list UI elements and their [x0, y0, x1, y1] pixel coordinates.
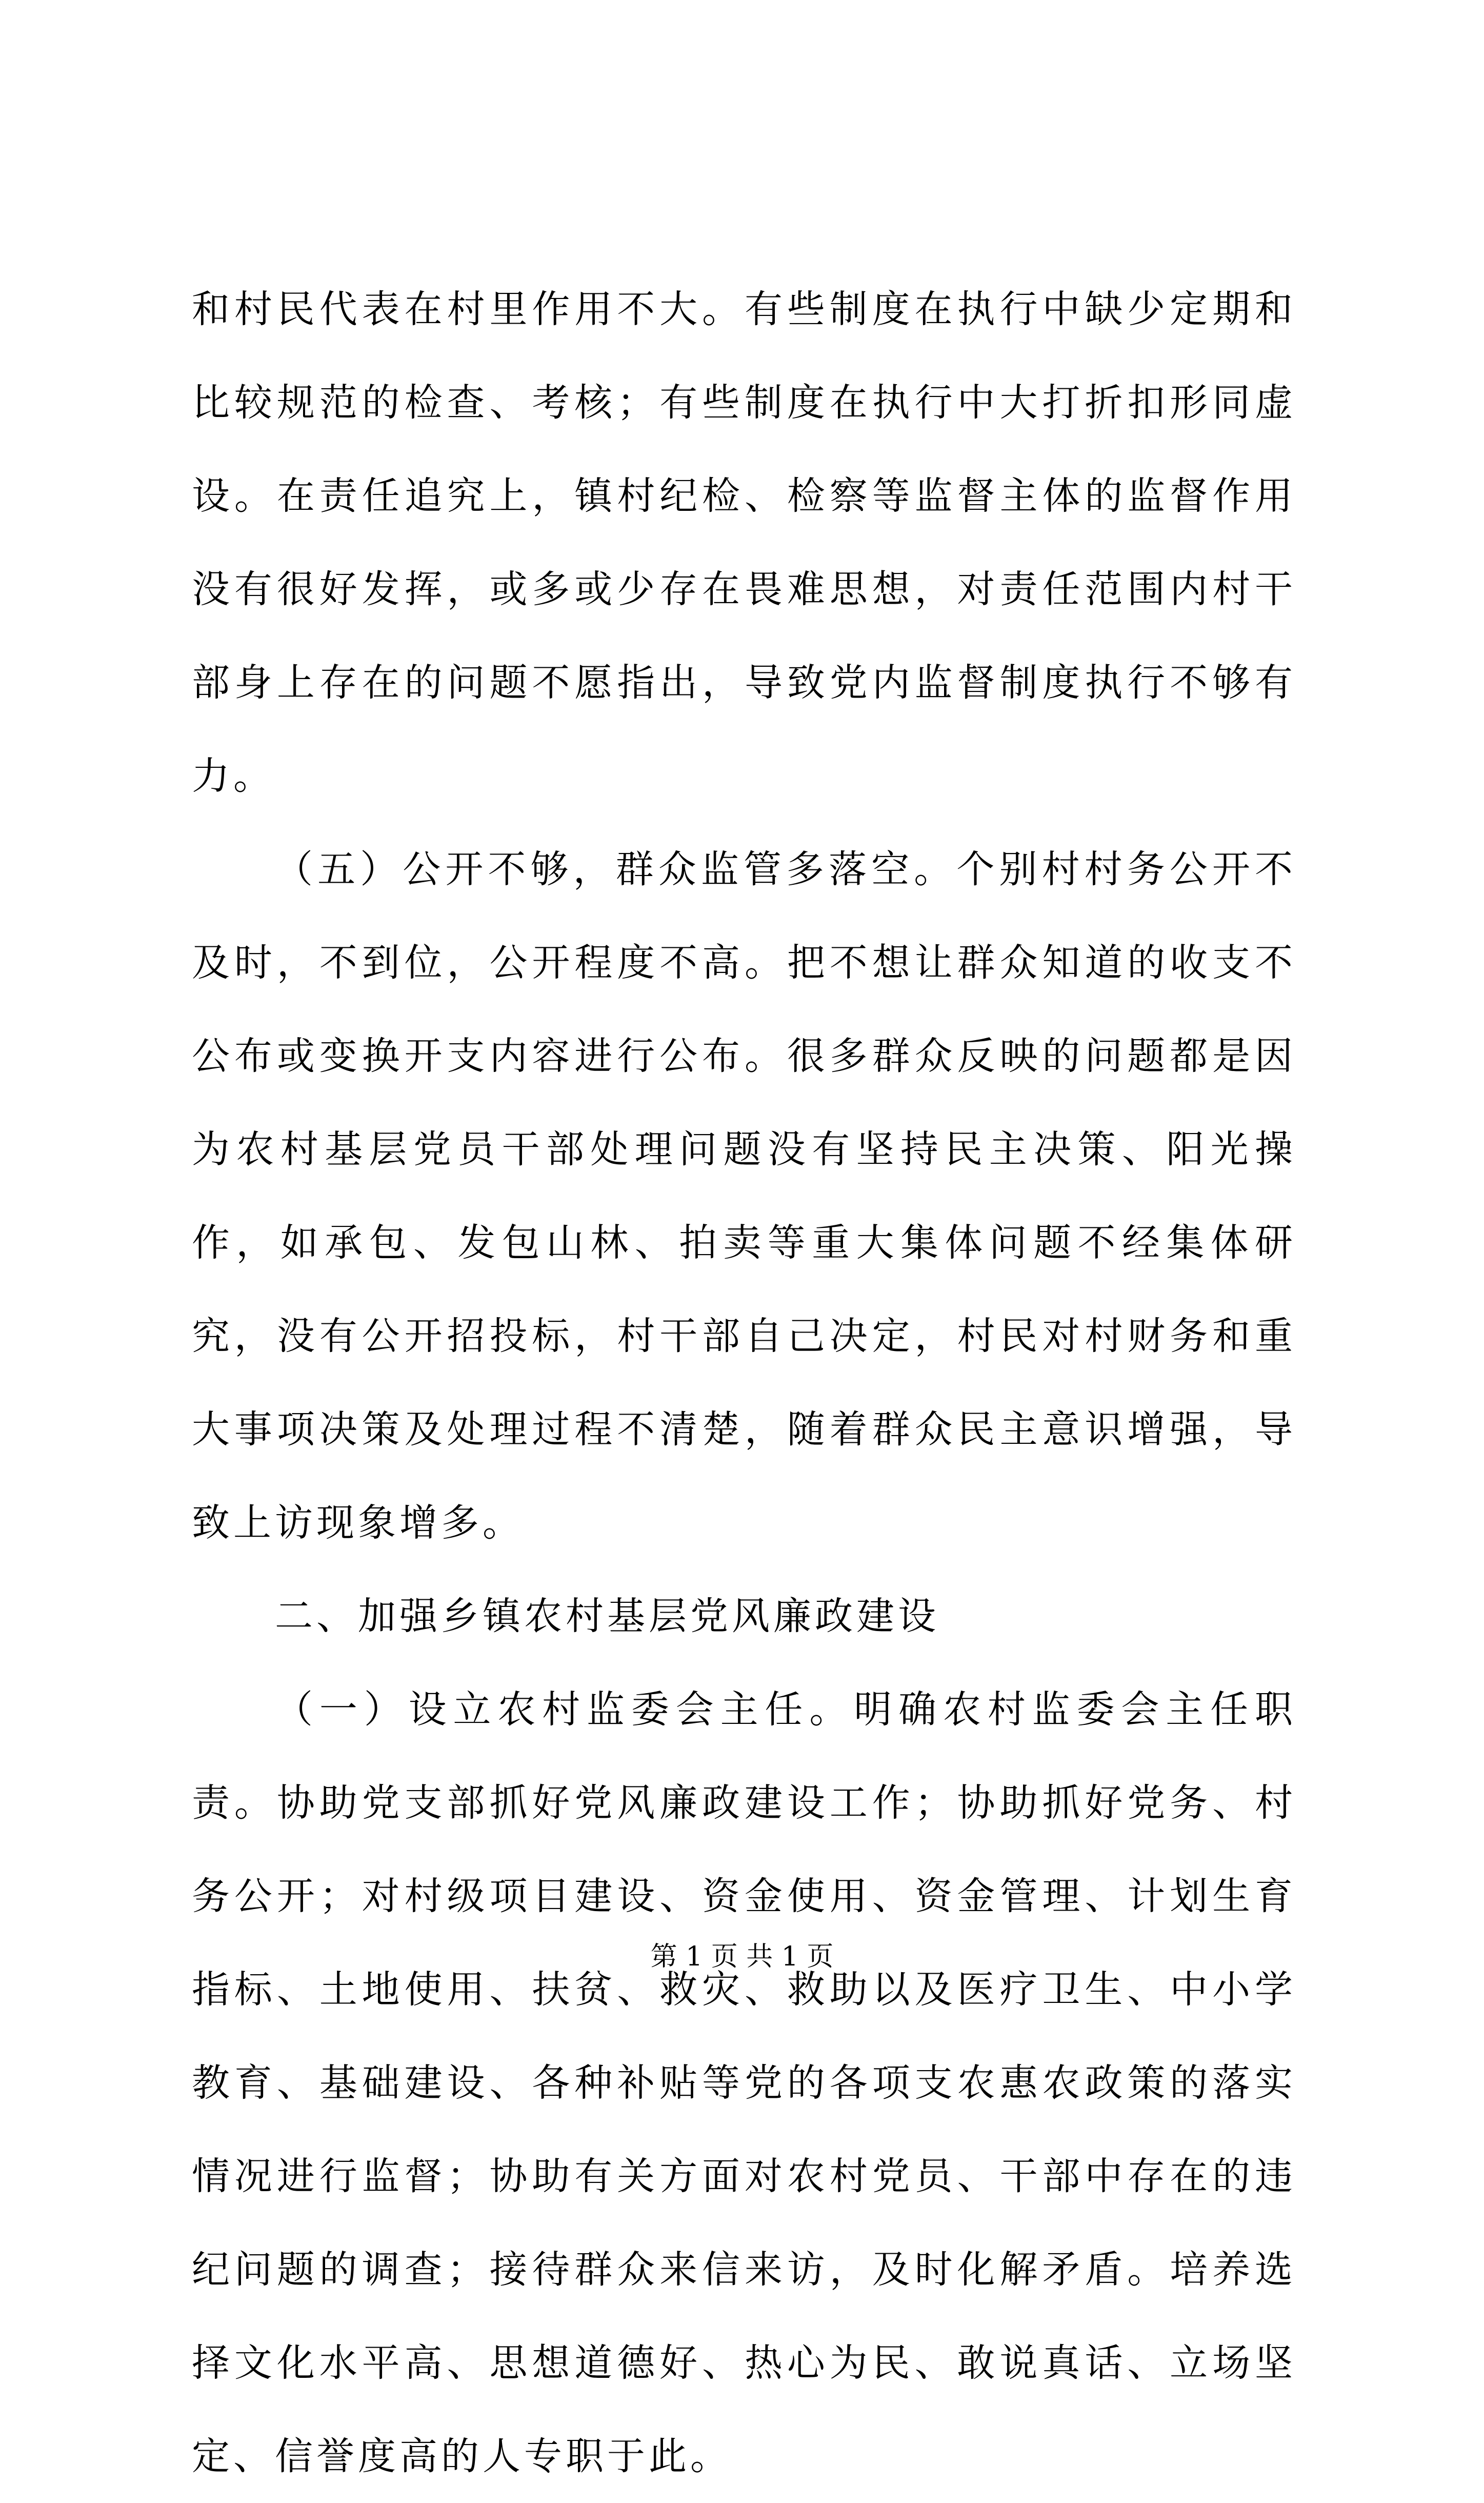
paragraph-3: （一）设立农村监委会主任。明确农村监委会主任职责。协助党支部抓好党风廉政建设工作；协助抓好党务、村务公开；对村级项目建设、资金使用、资金管理、计划生育指标、土地使用、扶贫、救灾、救助以及医疗卫生、中小学教育、基础建设、各种补贴等党的各项支农惠农政策的落实情况进行监督；协助有关方面对农村党员、干部中存在的违纪问题的调查；接待群众来信来访，及时化解矛盾。培养选择文化水平高、思想道德好、热心为民、敢说真话、立场坚定、信誉度高的人专职于此。 [192, 1687, 1296, 2478]
paragraph-2: （五）公开不够，群众监管多落空。个别村村务公开不及时，不到位，公开程度不高。把不想让群众知道的收支不公布或变换开支内容进行公布。很多群众反映的问题都是因为农村基层党员干部处理问题没有坚持民主决策、阳光操作，如承包、发包山林、拍卖等重大集体问题不经集体研究，没有公开招投标，村干部自己决定，村民对村财务和重大事项决策及处理过程不清楚，随着群众民主意识增强，导致上访现象增多。 [192, 847, 1296, 1545]
document-body [192, 263, 1296, 2503]
paragraph-1: 和村民代表在村里作用不大。有些制度在执行中缺少定期和比较规范的检查、考核；有些制度在执行中大打折扣形同虚设。在责任追究上，镇村纪检、检察等监督主体的监督作用没有很好发挥，或多或少存在畏难思想，对责任范围内村干部身上存在的问题不愿指出，导致党内监督制度执行不够有力。 [192, 287, 1296, 798]
section-heading: 二、加强乡镇农村基层党风廉政建设 [275, 1594, 939, 1638]
page-footer: 第 1 页 共 1 页 [650, 1941, 834, 1972]
